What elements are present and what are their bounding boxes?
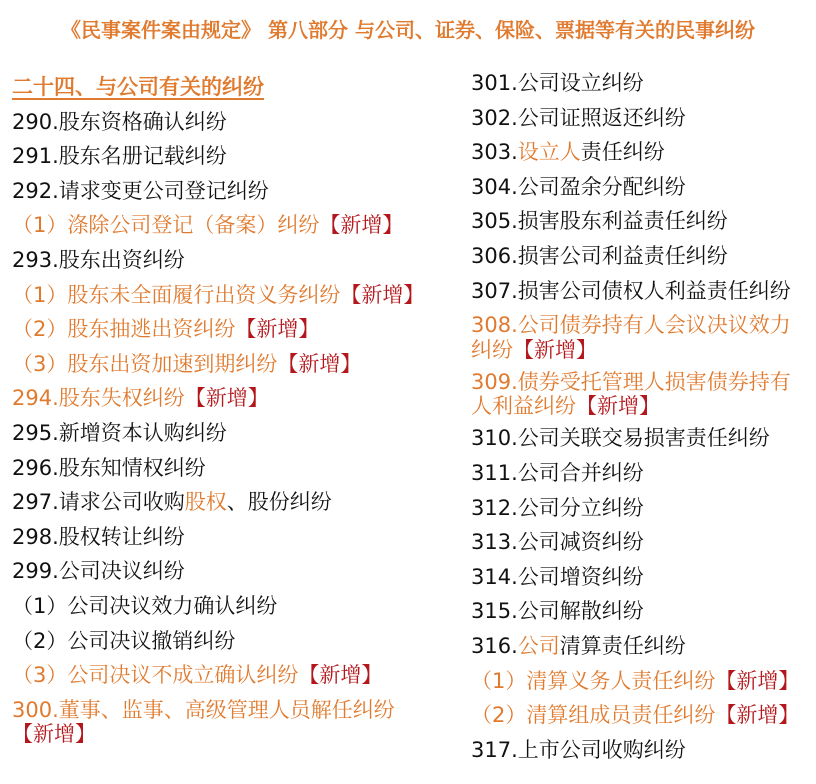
new-badge: 【新增】 xyxy=(184,386,269,411)
list-item xyxy=(12,416,462,451)
list-item xyxy=(471,274,816,309)
item-text: 纠纷 xyxy=(471,337,513,362)
list-item xyxy=(12,105,462,140)
item-text: 309.债券受托管理人损害债券持有 xyxy=(471,369,791,394)
item-text: （3）公司决议不成立确认纠纷 xyxy=(12,663,299,688)
new-badge: 【新增】 xyxy=(12,722,96,747)
list-item xyxy=(12,278,462,313)
item-text: 二十四、与公司有关的纠纷 xyxy=(12,75,264,99)
list-item xyxy=(471,170,816,205)
new-badge: 【新增】 xyxy=(715,703,800,728)
item-text: 291.股东名册记载纠纷 xyxy=(12,144,227,169)
new-badge: 【新增】 xyxy=(513,337,597,362)
item-text: （2）股东抽逃出资纠纷 xyxy=(12,317,236,342)
item-text: （1）股东未全面履行出资义务纠纷 xyxy=(12,282,341,307)
list-item xyxy=(12,451,462,486)
left-column xyxy=(12,70,462,749)
item-text: 300.董事、监事、高级管理人员解任纠纷 xyxy=(12,697,395,722)
item-text: 302.公司证照返还纠纷 xyxy=(471,105,686,130)
item-text: 296.股东知情权纠纷 xyxy=(12,455,206,480)
item-text: 304.公司盈余分配纠纷 xyxy=(471,174,686,199)
list-item xyxy=(12,624,462,659)
item-text: 305.损害股东利益责任纠纷 xyxy=(471,209,728,234)
list-item xyxy=(471,456,816,491)
new-badge: 【新增】 xyxy=(319,213,404,238)
new-badge: 【新增】 xyxy=(235,317,320,342)
list-item xyxy=(471,664,816,699)
list-item xyxy=(12,520,462,555)
item-text: 303. xyxy=(471,140,518,165)
item-text: 315.公司解散纠纷 xyxy=(471,599,644,624)
new-badge: 【新增】 xyxy=(576,394,660,419)
list-item xyxy=(471,560,816,595)
item-text: （2）清算组成员责任纠纷 xyxy=(471,703,716,728)
item-text: （3）股东出资加速到期纠纷 xyxy=(12,351,278,376)
item-text: 307.损害公司债权人利益责任纠纷 xyxy=(471,278,791,303)
list-item xyxy=(12,174,462,209)
list-item xyxy=(471,101,816,136)
section-heading xyxy=(12,70,462,105)
new-badge: 【新增】 xyxy=(277,351,362,376)
item-text: 310.公司关联交易损害责任纠纷 xyxy=(471,426,770,451)
list-item xyxy=(471,594,816,629)
list-item xyxy=(12,589,462,624)
list-item xyxy=(471,239,816,274)
list-item xyxy=(12,554,462,589)
item-text: 290.股东资格确认纠纷 xyxy=(12,109,227,134)
item-text: 298.股权转让纠纷 xyxy=(12,524,185,549)
list-item xyxy=(471,135,816,170)
list-item xyxy=(471,491,816,526)
list-item xyxy=(12,139,462,174)
item-text: 317.上市公司收购纠纷 xyxy=(471,737,686,762)
list-item xyxy=(12,658,462,693)
new-badge: 【新增】 xyxy=(298,663,383,688)
item-text: 设立人 xyxy=(517,140,581,165)
new-badge: 【新增】 xyxy=(340,282,425,307)
item-text: 人利益纠纷 xyxy=(471,394,576,419)
item-text: 、股份纠纷 xyxy=(226,490,332,515)
item-text: 297.请求公司收购 xyxy=(12,490,185,515)
list-item xyxy=(471,525,816,560)
item-text: 292.请求变更公司登记纠纷 xyxy=(12,178,269,203)
item-text: 293.股东出资纠纷 xyxy=(12,247,185,272)
item-text: （1）清算义务人责任纠纷 xyxy=(471,668,716,693)
item-text: （1）公司决议效力确认纠纷 xyxy=(12,593,278,618)
item-text: 301.公司设立纠纷 xyxy=(471,71,644,95)
list-item xyxy=(471,733,816,768)
list-item xyxy=(12,243,462,278)
item-text: 295.新增资本认购纠纷 xyxy=(12,420,227,445)
item-text: 308.公司债券持有人会议决议效力 xyxy=(471,313,791,338)
item-text: 313.公司减资纠纷 xyxy=(471,530,644,555)
item-text: 316. xyxy=(471,633,518,658)
list-item xyxy=(471,629,816,664)
list-item xyxy=(12,485,462,520)
list-item xyxy=(12,381,462,416)
list-item xyxy=(471,421,816,456)
list-item xyxy=(12,312,462,347)
list-item xyxy=(471,66,816,101)
item-text: 清算责任纠纷 xyxy=(559,633,686,658)
item-text: 306.损害公司利益责任纠纷 xyxy=(471,243,728,268)
item-text: 公司 xyxy=(517,633,560,658)
item-text: （1）涤除公司登记（备案）纠纷 xyxy=(12,213,320,238)
page-title: 《民事案件案由规定》 第八部分 与公司、证券、保险、票据等有关的民事纠纷 xyxy=(61,18,755,42)
list-item xyxy=(471,698,816,733)
item-text: 314.公司增资纠纷 xyxy=(471,564,644,589)
list-item xyxy=(12,347,462,382)
list-item xyxy=(12,208,462,243)
item-text: 股权 xyxy=(184,490,227,515)
item-text: （2）公司决议撤销纠纷 xyxy=(12,628,236,653)
item-text: 294.股东失权纠纷 xyxy=(12,386,185,411)
item-text: 312.公司分立纠纷 xyxy=(471,495,644,520)
right-column xyxy=(471,66,816,767)
item-text: 299.公司决议纠纷 xyxy=(12,559,185,584)
new-badge: 【新增】 xyxy=(715,668,800,693)
item-text: 责任纠纷 xyxy=(580,140,665,165)
list-item xyxy=(471,204,816,239)
item-text: 311.公司合并纠纷 xyxy=(471,460,644,485)
